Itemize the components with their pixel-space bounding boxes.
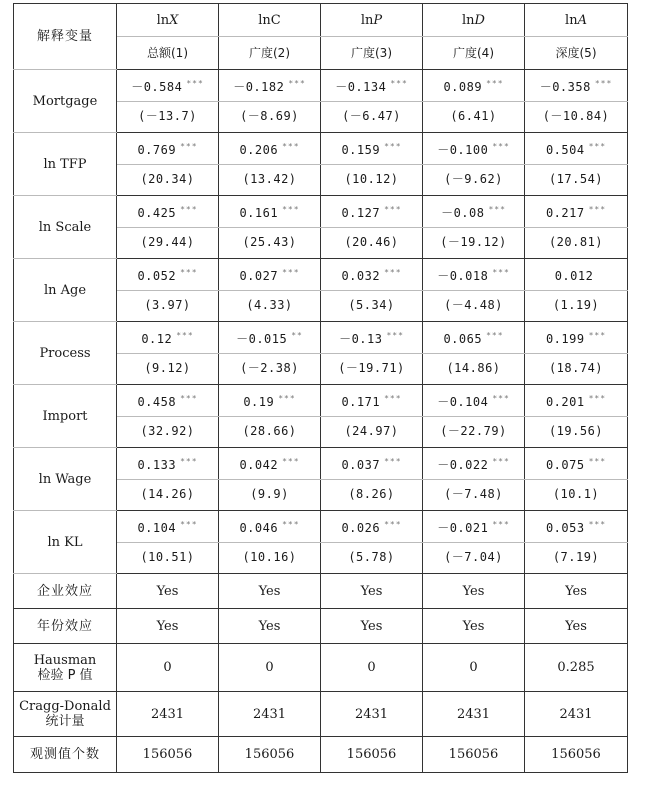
coef-cell: [321, 322, 423, 354]
coef-cell: [423, 70, 525, 102]
significance-stars: ***: [386, 330, 404, 340]
significance-stars: ***: [588, 330, 607, 340]
header-col-prefix: ln: [258, 12, 271, 28]
t-stat-cell: (14.26): [117, 479, 219, 511]
significance-stars: ***: [588, 393, 607, 403]
t-stat-cell: (－22.79): [423, 416, 525, 448]
coef-value: 0.159: [341, 142, 381, 157]
footer-label: [14, 644, 117, 692]
coef-cell: [525, 133, 628, 165]
significance-stars: ***: [492, 393, 510, 403]
coef-cell: [525, 448, 628, 480]
significance-stars: ***: [384, 393, 402, 403]
coef-cell: [219, 322, 321, 354]
table-row: [14, 133, 628, 165]
coef-value: －0.018: [437, 268, 489, 283]
coef-value: －0.021: [437, 520, 489, 535]
coef-cell: [117, 322, 219, 354]
t-stat-cell: (24.97): [321, 416, 423, 448]
t-stat-cell: (20.46): [321, 227, 423, 259]
significance-stars: ***: [384, 519, 402, 529]
t-stat-cell: (10.51): [117, 542, 219, 574]
coef-cell: [423, 196, 525, 228]
significance-stars: ***: [492, 267, 510, 277]
significance-stars: ***: [588, 204, 607, 214]
significance-stars: ***: [282, 204, 300, 214]
t-stat-cell: (19.56): [525, 416, 628, 448]
t-stat-cell: (10.1): [525, 479, 628, 511]
significance-stars: ***: [282, 267, 300, 277]
t-stat-cell: (28.66): [219, 416, 321, 448]
header-col-var: D: [474, 12, 485, 28]
t-stat-cell: (5.78): [321, 542, 423, 574]
t-stat-cell: (－19.71): [321, 353, 423, 385]
footer-value: 2431: [423, 692, 525, 737]
coef-value: 0.201: [545, 394, 585, 409]
coef-cell: [525, 196, 628, 228]
header-col-prefix: ln: [462, 12, 475, 28]
coef-cell: [117, 133, 219, 165]
header-col-var: X: [169, 12, 179, 28]
coef-value: －0.015: [236, 331, 288, 346]
row-label: ln TFP: [14, 133, 117, 196]
coef-cell: [423, 511, 525, 543]
footer-value: 0: [219, 644, 321, 692]
footer-label: 企业效应: [14, 574, 117, 609]
coef-value: 0.053: [545, 520, 585, 535]
t-stat-cell: (13.42): [219, 164, 321, 196]
coef-value: －0.104: [437, 394, 489, 409]
table-row: [14, 322, 628, 354]
significance-stars: ***: [384, 141, 402, 151]
t-stat-cell: (6.41): [423, 101, 525, 133]
significance-stars: ***: [180, 519, 198, 529]
row-label: Mortgage: [14, 70, 117, 133]
t-stat-cell: (－4.48): [423, 290, 525, 322]
coef-value: 0.075: [545, 457, 585, 472]
t-stat-cell: (8.26): [321, 479, 423, 511]
significance-stars: ***: [180, 267, 198, 277]
coef-value: 0.104: [137, 520, 177, 535]
t-stat-cell: (32.92): [117, 416, 219, 448]
coef-value: 0.171: [341, 394, 381, 409]
footer-value: 156056: [423, 737, 525, 773]
coef-cell: [525, 322, 628, 354]
table-row: [14, 448, 628, 480]
footer-value: 0.285: [525, 644, 628, 692]
t-stat-cell: (25.43): [219, 227, 321, 259]
coef-cell: [321, 259, 423, 291]
footer-row: [14, 644, 628, 692]
coef-cell: [219, 385, 321, 417]
significance-stars: ***: [176, 330, 194, 340]
row-label: ln Age: [14, 259, 117, 322]
coef-cell: [423, 322, 525, 354]
significance-stars: ***: [180, 456, 198, 466]
header-sub-3: 广度(3): [321, 37, 423, 70]
significance-stars: ***: [390, 78, 408, 88]
coef-value: －0.100: [437, 142, 489, 157]
t-stat-cell: (3.97): [117, 290, 219, 322]
header-col-prefix: ln: [156, 12, 170, 28]
header-sub-1: 总额(1): [117, 37, 219, 70]
t-stat-cell: (9.9): [219, 479, 321, 511]
footer-label-line: 检验 P 值: [37, 667, 93, 683]
coef-value: 0.042: [239, 457, 279, 472]
footer-label: [14, 692, 117, 737]
header-col-var: C: [270, 12, 281, 28]
significance-stars: ***: [492, 519, 510, 529]
coef-value: －0.134: [335, 79, 387, 94]
coef-cell: [219, 70, 321, 102]
coef-value: 0.012: [554, 268, 594, 283]
coef-cell: [117, 70, 219, 102]
header-sub-5: 深度(5): [525, 37, 628, 70]
header-col-1: [117, 4, 219, 37]
coef-value: 0.19: [243, 394, 275, 409]
row-label: Process: [14, 322, 117, 385]
coef-cell: [321, 70, 423, 102]
significance-stars: ***: [486, 330, 504, 340]
significance-stars: ***: [594, 78, 613, 88]
significance-stars: ***: [278, 393, 296, 403]
footer-value: Yes: [321, 574, 423, 609]
t-stat-cell: (20.34): [117, 164, 219, 196]
header-col-5: [525, 4, 628, 37]
coef-value: 0.046: [239, 520, 279, 535]
coef-cell: [423, 259, 525, 291]
footer-value: Yes: [525, 609, 628, 644]
row-label: Import: [14, 385, 117, 448]
t-stat-cell: (－6.47): [321, 101, 423, 133]
footer-label: 观测值个数: [14, 737, 117, 773]
coef-cell: [321, 385, 423, 417]
t-stat-cell: (－19.12): [423, 227, 525, 259]
significance-stars: ***: [486, 78, 504, 88]
coef-cell: [219, 133, 321, 165]
coef-value: －0.584: [131, 79, 183, 94]
footer-value: Yes: [423, 574, 525, 609]
coef-value: 0.12: [141, 331, 173, 346]
t-stat-cell: (－8.69): [219, 101, 321, 133]
coef-value: 0.217: [545, 205, 585, 220]
significance-stars: ***: [180, 204, 198, 214]
footer-value: Yes: [117, 609, 219, 644]
t-stat-cell: (7.19): [525, 542, 628, 574]
coef-cell: [321, 196, 423, 228]
significance-stars: ***: [282, 141, 300, 151]
coef-value: 0.089: [443, 79, 483, 94]
coef-cell: [423, 133, 525, 165]
significance-stars: ***: [180, 393, 198, 403]
footer-label: 年份效应: [14, 609, 117, 644]
footer-value: Yes: [525, 574, 628, 609]
coef-value: －0.022: [437, 457, 489, 472]
footer-value: Yes: [219, 609, 321, 644]
coef-value: 0.769: [137, 142, 177, 157]
header-col-3: [321, 4, 423, 37]
significance-stars: ***: [288, 78, 306, 88]
table-row: [14, 259, 628, 291]
footer-value: 0: [321, 644, 423, 692]
t-stat-cell: (－9.62): [423, 164, 525, 196]
significance-stars: **: [291, 330, 303, 340]
coef-cell: [117, 448, 219, 480]
coef-value: 0.065: [443, 331, 483, 346]
significance-stars: ***: [282, 519, 300, 529]
coef-cell: [117, 259, 219, 291]
coef-value: 0.133: [137, 457, 177, 472]
coef-value: 0.199: [545, 331, 585, 346]
coef-cell: [321, 511, 423, 543]
coef-value: －0.08: [441, 205, 485, 220]
footer-value: 0: [423, 644, 525, 692]
coef-cell: [117, 385, 219, 417]
header-col-prefix: ln: [565, 12, 578, 28]
footer-value: 2431: [525, 692, 628, 737]
coef-cell: [219, 196, 321, 228]
significance-stars: ***: [588, 519, 607, 529]
coef-value: －0.182: [233, 79, 285, 94]
t-stat-cell: (－7.48): [423, 479, 525, 511]
significance-stars: ***: [384, 456, 402, 466]
table-row: [14, 511, 628, 543]
footer-row: [14, 692, 628, 737]
t-stat-cell: (－7.04): [423, 542, 525, 574]
footer-row: [14, 737, 628, 773]
significance-stars: ***: [588, 141, 607, 151]
footer-label-line: Hausman: [33, 652, 97, 668]
significance-stars: ***: [492, 456, 510, 466]
significance-stars: ***: [588, 456, 607, 466]
coef-cell: [423, 448, 525, 480]
coef-cell: [525, 511, 628, 543]
footer-value: 156056: [525, 737, 628, 773]
coef-value: 0.037: [341, 457, 381, 472]
coef-cell: [219, 448, 321, 480]
regression-results-table: [13, 3, 628, 773]
significance-stars: ***: [488, 204, 506, 214]
coef-value: 0.127: [341, 205, 381, 220]
footer-label-line: 统计量: [45, 714, 85, 729]
footer-value: 156056: [219, 737, 321, 773]
t-stat-cell: (20.81): [525, 227, 628, 259]
significance-stars: ***: [180, 141, 198, 151]
row-label: ln KL: [14, 511, 117, 574]
coef-value: 0.161: [239, 205, 279, 220]
row-label: ln Scale: [14, 196, 117, 259]
header-col-var: P: [373, 12, 383, 28]
coef-value: 0.206: [239, 142, 279, 157]
coef-value: －0.13: [339, 331, 383, 346]
table-row: [14, 70, 628, 102]
footer-value: Yes: [219, 574, 321, 609]
header-sub-4: 广度(4): [423, 37, 525, 70]
coef-value: 0.504: [545, 142, 585, 157]
footer-value: 2431: [117, 692, 219, 737]
coef-cell: [423, 385, 525, 417]
coef-value: －0.358: [539, 79, 591, 94]
coef-value: 0.026: [341, 520, 381, 535]
table-body: [14, 4, 628, 773]
coef-cell: [219, 511, 321, 543]
t-stat-cell: (10.12): [321, 164, 423, 196]
coef-value: 0.425: [137, 205, 177, 220]
table-row: [14, 385, 628, 417]
significance-stars: ***: [492, 141, 510, 151]
coef-value: 0.032: [341, 268, 381, 283]
t-stat-cell: (18.74): [525, 353, 628, 385]
header-row-label: 解释变量: [14, 4, 117, 70]
footer-label-line: Cragg-Donald: [19, 699, 111, 714]
coef-cell: [525, 70, 628, 102]
header-col-4: [423, 4, 525, 37]
t-stat-cell: (17.54): [525, 164, 628, 196]
significance-stars: ***: [384, 204, 402, 214]
significance-stars: ***: [186, 78, 204, 88]
footer-value: Yes: [321, 609, 423, 644]
footer-value: Yes: [423, 609, 525, 644]
t-stat-cell: (29.44): [117, 227, 219, 259]
coef-value: 0.027: [239, 268, 279, 283]
t-stat-cell: (1.19): [525, 290, 628, 322]
significance-stars: ***: [282, 456, 300, 466]
coef-cell: [525, 385, 628, 417]
t-stat-cell: (5.34): [321, 290, 423, 322]
t-stat-cell: (14.86): [423, 353, 525, 385]
coef-value: 0.458: [137, 394, 177, 409]
coef-cell: [525, 259, 628, 291]
header-col-var: A: [577, 12, 587, 28]
footer-row: [14, 574, 628, 609]
footer-value: 0: [117, 644, 219, 692]
coef-cell: [117, 196, 219, 228]
footer-value: 156056: [117, 737, 219, 773]
significance-stars: ***: [384, 267, 402, 277]
footer-value: Yes: [117, 574, 219, 609]
t-stat-cell: (9.12): [117, 353, 219, 385]
footer-row: [14, 609, 628, 644]
row-label: ln Wage: [14, 448, 117, 511]
footer-value: 2431: [321, 692, 423, 737]
t-stat-cell: (－13.7): [117, 101, 219, 133]
coef-cell: [321, 448, 423, 480]
footer-value: 156056: [321, 737, 423, 773]
coef-cell: [321, 133, 423, 165]
header-row-variables: [14, 4, 628, 37]
t-stat-cell: (10.16): [219, 542, 321, 574]
table-row: [14, 196, 628, 228]
t-stat-cell: (－2.38): [219, 353, 321, 385]
header-sub-2: 广度(2): [219, 37, 321, 70]
coef-cell: [219, 259, 321, 291]
coef-cell: [117, 511, 219, 543]
t-stat-cell: (－10.84): [525, 101, 628, 133]
header-col-2: [219, 4, 321, 37]
header-col-prefix: ln: [360, 12, 374, 28]
footer-value: 2431: [219, 692, 321, 737]
t-stat-cell: (4.33): [219, 290, 321, 322]
coef-value: 0.052: [137, 268, 177, 283]
